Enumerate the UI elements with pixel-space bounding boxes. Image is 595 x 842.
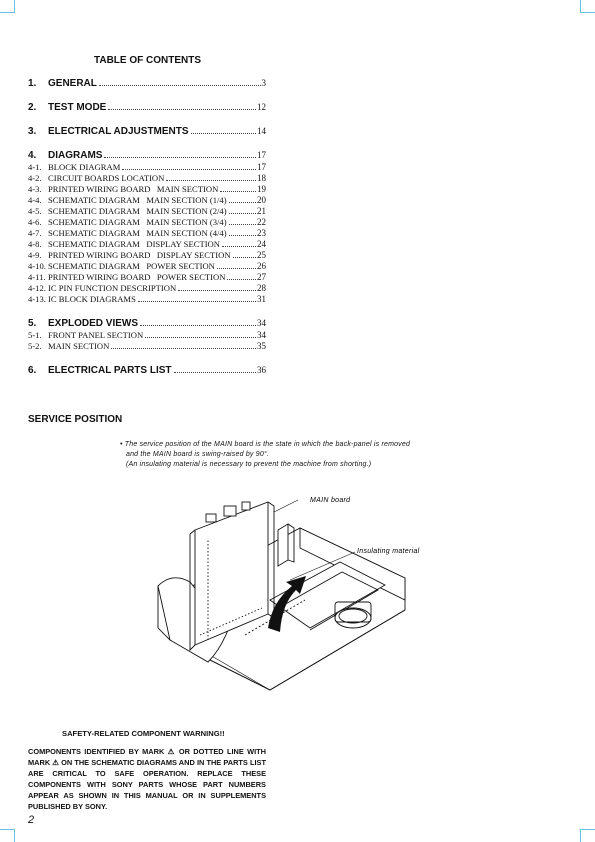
toc-section-page: 34 bbox=[257, 318, 266, 328]
toc-section-page: 12 bbox=[257, 102, 266, 112]
toc-section bbox=[28, 102, 266, 113]
toc-subsection-number: 4-8. bbox=[28, 239, 42, 249]
toc-leader-dots bbox=[99, 85, 261, 86]
toc-section-page: 14 bbox=[257, 126, 266, 136]
toc-subsection-label: SCHEMATIC DIAGRAM MAIN SECTION (1/4) bbox=[48, 195, 227, 205]
toc-leader-dots bbox=[108, 109, 256, 110]
toc-leader-dots bbox=[217, 268, 256, 269]
toc-section-number: 5. bbox=[28, 318, 37, 329]
toc-subsection-label: IC PIN FUNCTION DESCRIPTION bbox=[48, 283, 177, 293]
toc-subsection-page: 21 bbox=[257, 206, 266, 216]
toc-leader-dots bbox=[104, 157, 256, 158]
toc-subsection-label: CIRCUIT BOARDS LOCATION bbox=[48, 173, 165, 183]
toc-leader-dots bbox=[229, 224, 256, 225]
toc-subsection-page: 34 bbox=[257, 330, 266, 340]
toc-section-label: EXPLODED VIEWS bbox=[48, 318, 139, 329]
toc-leader-dots bbox=[229, 213, 256, 214]
toc-section-label: ELECTRICAL ADJUSTMENTS bbox=[48, 126, 189, 137]
toc-subsection-page: 22 bbox=[257, 217, 266, 227]
table-of-contents bbox=[28, 78, 266, 376]
crop-mark-top-left bbox=[0, 0, 15, 13]
toc-subsection-number: 4-13. bbox=[28, 294, 46, 304]
toc-subsection-label: SCHEMATIC DIAGRAM POWER SECTION bbox=[48, 261, 215, 271]
toc-subsection-label: MAIN SECTION bbox=[48, 341, 110, 351]
toc-subsection-label: IC BLOCK DIAGRAMS bbox=[48, 294, 136, 304]
toc-subsection bbox=[28, 239, 266, 250]
toc-section-number: 6. bbox=[28, 365, 37, 376]
toc-subsection bbox=[28, 184, 266, 195]
toc-subsection-page: 17 bbox=[257, 162, 266, 172]
toc-subsection-number: 4-2. bbox=[28, 173, 42, 183]
toc-subsection-number: 4-4. bbox=[28, 195, 42, 205]
toc-subsection-label: BLOCK DIAGRAM bbox=[48, 162, 121, 172]
safety-warning-title: SAFETY-RELATED COMPONENT WARNING!! bbox=[62, 729, 225, 738]
toc-section-label: GENERAL bbox=[48, 78, 97, 89]
toc-subsection-number: 4-11. bbox=[28, 272, 46, 282]
toc-section-number: 4. bbox=[28, 150, 37, 161]
toc-section-page: 17 bbox=[257, 150, 266, 160]
toc-subsection-number: 4-3. bbox=[28, 184, 42, 194]
toc-subsection-number: 4-12. bbox=[28, 283, 46, 293]
toc-subsection-page: 35 bbox=[257, 341, 266, 351]
toc-leader-dots bbox=[229, 235, 256, 236]
toc-leader-dots bbox=[111, 348, 256, 349]
service-position-note bbox=[120, 440, 450, 470]
toc-section-label: ELECTRICAL PARTS LIST bbox=[48, 365, 172, 376]
toc-leader-dots bbox=[227, 279, 256, 280]
toc-leader-dots bbox=[166, 180, 256, 181]
toc-subsection-number: 4-9. bbox=[28, 250, 42, 260]
toc-subsection bbox=[28, 162, 266, 173]
toc-subsection-page: 24 bbox=[257, 239, 266, 249]
safety-warning-text: COMPONENTS IDENTIFIED BY MARK ⚠ OR DOTTED LINE WITH MARK ⚠ ON THE SCHEMATIC DIAGRAMS AND IN THE PARTS LIST ARE CRITICAL TO SAFE OPERATION. REPLACE THESE COMPONENTS WITH SONY PARTS WHOSE PART NUMBERS APPEAR AS SHOWN IN THIS MANUAL OR IN SUPPLEMENTS PUBLISHED BY SONY. bbox=[28, 747, 266, 811]
toc-subsection bbox=[28, 173, 266, 184]
toc-subsection bbox=[28, 250, 266, 261]
toc-title: TABLE OF CONTENTS bbox=[94, 55, 202, 66]
toc-subsection-label: SCHEMATIC DIAGRAM MAIN SECTION (4/4) bbox=[48, 228, 227, 238]
toc-subsection-label: SCHEMATIC DIAGRAM MAIN SECTION (2/4) bbox=[48, 206, 227, 216]
toc-section-page: 36 bbox=[257, 365, 266, 375]
note-line-1: • The service position of the MAIN board is the state in which the back-panel is removed bbox=[120, 441, 411, 448]
toc-leader-dots bbox=[233, 257, 256, 258]
toc-leader-dots bbox=[145, 337, 256, 338]
toc-subsection bbox=[28, 206, 266, 217]
toc-subsection-page: 23 bbox=[257, 228, 266, 238]
toc-subsection-number: 4-10. bbox=[28, 261, 46, 271]
toc-section bbox=[28, 365, 266, 376]
crop-mark-top-right bbox=[580, 0, 595, 13]
toc-subsection-label: PRINTED WIRING BOARD POWER SECTION bbox=[48, 272, 226, 282]
toc-subsection bbox=[28, 341, 266, 352]
toc-section bbox=[28, 150, 266, 161]
toc-leader-dots bbox=[174, 372, 256, 373]
toc-subsection-page: 20 bbox=[257, 195, 266, 205]
toc-subsection-page: 27 bbox=[257, 272, 266, 282]
toc-subsection bbox=[28, 283, 266, 294]
toc-subsection-label: PRINTED WIRING BOARD DISPLAY SECTION bbox=[48, 250, 231, 260]
toc-section-page: 3 bbox=[261, 78, 266, 88]
toc-leader-dots bbox=[122, 169, 256, 170]
toc-subsection-label: SCHEMATIC DIAGRAM MAIN SECTION (3/4) bbox=[48, 217, 227, 227]
toc-leader-dots bbox=[220, 191, 256, 192]
toc-subsection-page: 18 bbox=[257, 173, 266, 183]
toc-subsection-number: 5-1. bbox=[28, 330, 42, 340]
toc-leader-dots bbox=[191, 133, 256, 134]
toc-subsection-page: 26 bbox=[257, 261, 266, 271]
toc-subsection bbox=[28, 228, 266, 239]
toc-subsection-number: 4-7. bbox=[28, 228, 42, 238]
toc-subsection bbox=[28, 217, 266, 228]
service-position-figure bbox=[150, 490, 430, 705]
service-position-title: SERVICE POSITION bbox=[28, 414, 123, 425]
page-number: 2 bbox=[28, 814, 35, 826]
crop-mark-bottom-left bbox=[0, 829, 15, 842]
crop-mark-bottom-right bbox=[580, 829, 595, 842]
toc-subsection bbox=[28, 294, 266, 305]
toc-section-number: 3. bbox=[28, 126, 37, 137]
toc-subsection-number: 5-2. bbox=[28, 341, 42, 351]
toc-leader-dots bbox=[229, 202, 256, 203]
toc-subsection-label: SCHEMATIC DIAGRAM DISPLAY SECTION bbox=[48, 239, 220, 249]
toc-leader-dots bbox=[178, 290, 256, 291]
toc-leader-dots bbox=[140, 325, 256, 326]
toc-section bbox=[28, 318, 266, 329]
toc-subsection-number: 4-6. bbox=[28, 217, 42, 227]
note-line-2: and the MAIN board is swing-raised by 90°. bbox=[126, 451, 270, 458]
toc-subsection-page: 25 bbox=[257, 250, 266, 260]
toc-section bbox=[28, 78, 266, 89]
toc-subsection-label: PRINTED WIRING BOARD MAIN SECTION bbox=[48, 184, 219, 194]
toc-section-label: DIAGRAMS bbox=[48, 150, 103, 161]
toc-subsection-page: 28 bbox=[257, 283, 266, 293]
toc-leader-dots bbox=[138, 301, 256, 302]
label-insulating-material: Insulating material bbox=[357, 548, 420, 555]
toc-section-label: TEST MODE bbox=[48, 102, 107, 113]
toc-section-number: 1. bbox=[28, 78, 37, 89]
toc-section bbox=[28, 126, 266, 137]
toc-subsection-page: 19 bbox=[257, 184, 266, 194]
toc-subsection bbox=[28, 261, 266, 272]
toc-subsection-label: FRONT PANEL SECTION bbox=[48, 330, 144, 340]
toc-subsection bbox=[28, 272, 266, 283]
toc-subsection-page: 31 bbox=[257, 294, 266, 304]
toc-subsection bbox=[28, 195, 266, 206]
toc-subsection-number: 4-5. bbox=[28, 206, 42, 216]
toc-leader-dots bbox=[222, 246, 256, 247]
toc-section-number: 2. bbox=[28, 102, 37, 113]
toc-subsection-number: 4-1. bbox=[28, 162, 42, 172]
toc-subsection bbox=[28, 330, 266, 341]
label-main-board: MAIN board bbox=[310, 497, 351, 504]
note-line-3: (An insulating material is necessary to prevent the machine from shorting.) bbox=[126, 461, 372, 468]
